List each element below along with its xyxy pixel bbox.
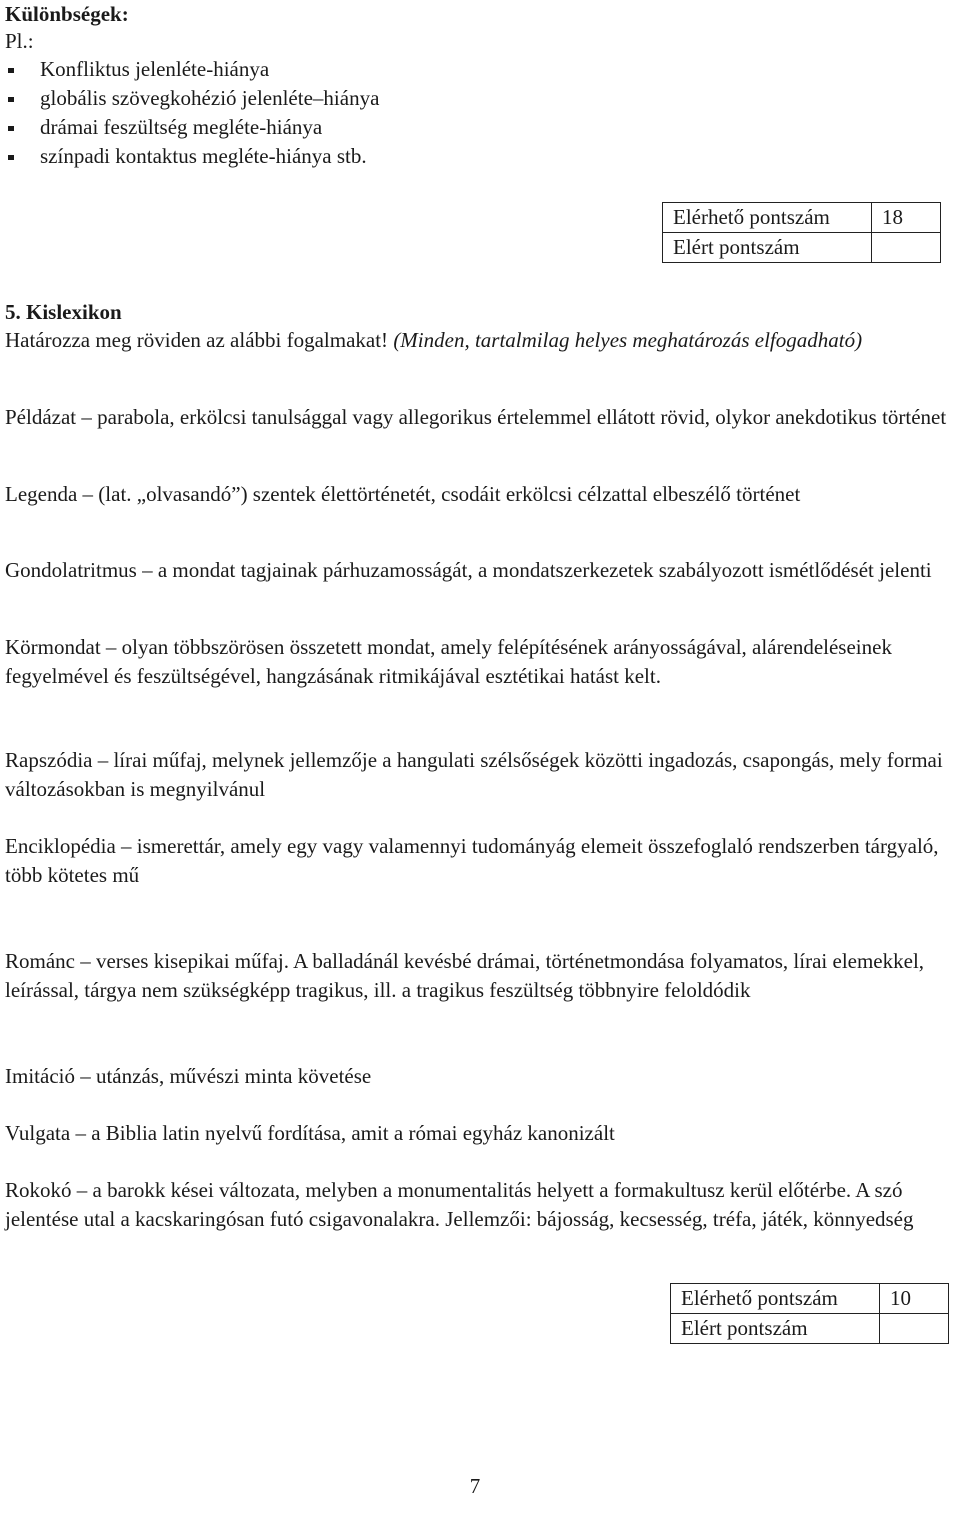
- available-score-label: Elérhető pontszám: [671, 1284, 880, 1314]
- score-table-1: [662, 202, 941, 263]
- term-entry: Vulgata – a Biblia latin nyelvű fordítása, amit a római egyház kanonizált: [5, 1121, 615, 1145]
- score-table-2: [670, 1283, 949, 1344]
- term-entry: Románc – verses kisepikai műfaj. A balladánál kevésbé drámai, történetmondása folyamatos, lírai elemekkel, leírással, tárgya nem szükségképp tragikus, ill. a tragikus feszültség többnyire feloldódik: [5, 949, 925, 1002]
- example-prefix: Pl.:: [5, 29, 34, 53]
- term-entry: Rokokó – a barokk kései változata, melyben a monumentalitás helyett a formakultusz kerül előtérbe. A szó jelentése utal a kacskaringósan futó csigavonalakra. Jellemzői: bájosság, kecsesség, tréfa, játék, könnyedség: [5, 1178, 914, 1231]
- achieved-score-field[interactable]: [880, 1314, 949, 1344]
- available-score-label: Elérhető pontszám: [663, 203, 872, 233]
- term-entry: Rapszódia – lírai műfaj, melynek jellemzője a hangulati szélsőségek közötti ingadozás, csapongás, mely formai változásokban is megnyilvánul: [5, 748, 943, 801]
- square-bullet-icon: [8, 97, 14, 102]
- differences-heading: Különbségek:: [5, 2, 129, 26]
- term-entry: Gondolatritmus – a mondat tagjainak párhuzamosságát, a mondatszerkezetek szabályozott ismétlődését jelenti: [5, 558, 932, 582]
- achieved-score-field[interactable]: [872, 233, 941, 263]
- differences-list: [5, 55, 379, 171]
- list-item: Konfliktus jelenléte-hiánya: [5, 55, 379, 84]
- achieved-score-label: Elért pontszám: [671, 1314, 880, 1344]
- square-bullet-icon: [8, 68, 14, 73]
- term-entry: Legenda – (lat. „olvasandó”) szentek élettörténetét, csodáit erkölcsi célzattal elbeszélő történet: [5, 482, 801, 506]
- term-entry: Körmondat – olyan többszörösen összetett mondat, amely felépítésének arányosságával, alárendeléseinek fegyelmével és feszültségével, hangzásának ritmikájával esztétikai hatást kelt.: [5, 635, 892, 688]
- section-heading: 5. Kislexikon: [5, 300, 122, 324]
- list-item: színpadi kontaktus megléte-hiánya stb.: [5, 142, 379, 171]
- term-entry: Imitáció – utánzás, művészi minta követése: [5, 1064, 372, 1088]
- square-bullet-icon: [8, 155, 14, 160]
- term-entry: Enciklopédia – ismerettár, amely egy vagy valamennyi tudományág elemeit összefoglaló rendszerben tárgyaló, több kötetes mű: [5, 834, 939, 887]
- list-item: globális szövegkohézió jelenléte–hiánya: [5, 84, 379, 113]
- section-instruction: Határozza meg röviden az alábbi fogalmakat! (Minden, tartalmilag helyes meghatározás elfogadható): [5, 328, 863, 352]
- term-entry: Példázat – parabola, erkölcsi tanulsággal vagy allegorikus értelemmel ellátott rövid, olykor anekdotikus történet: [5, 405, 947, 429]
- available-score-value: 10: [880, 1284, 949, 1314]
- square-bullet-icon: [8, 126, 14, 131]
- available-score-value: 18: [872, 203, 941, 233]
- list-item: drámai feszültség megléte-hiánya: [5, 113, 379, 142]
- page-number: 7: [469, 1474, 481, 1498]
- instruction-note: (Minden, tartalmilag helyes meghatározás elfogadható): [393, 328, 863, 352]
- achieved-score-label: Elért pontszám: [663, 233, 872, 263]
